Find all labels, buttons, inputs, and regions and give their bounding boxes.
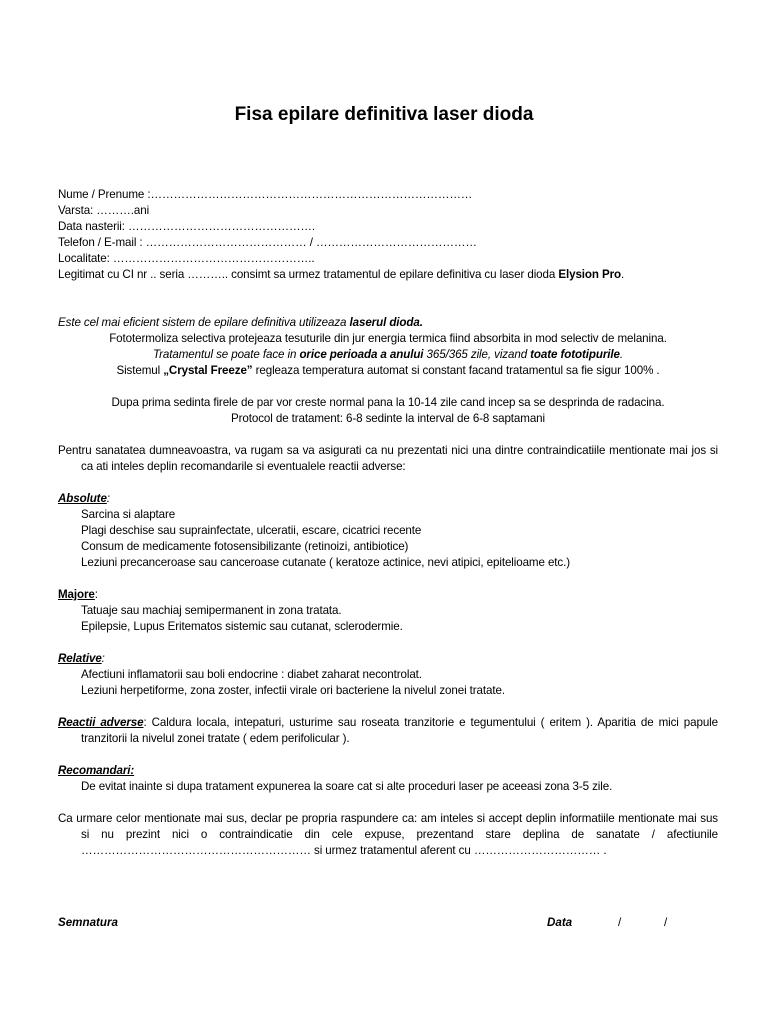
field-data-nasterii: Data nasterii: …………………………………………. <box>58 220 316 233</box>
intro-line-4-c: regleaza temperatura automat si constant facand tratamentul sa fie sigur 100% . <box>252 364 660 377</box>
date-label: Data <box>547 916 573 929</box>
document-title: Fisa epilare definitiva laser dioda <box>234 104 534 125</box>
intro-line-3-c: 365/365 zile, vizand <box>423 348 531 361</box>
intro-line-1-text: Este cel mai eficient sistem de epilare definitiva utilizeaza <box>58 316 350 329</box>
absolute-item: Leziuni precanceroase sau canceroase cutanate ( keratoze actinice, nevi atipici, epitelioame etc.) <box>81 556 571 569</box>
section-majore-heading <box>58 587 718 603</box>
intro-line-1 <box>58 315 718 331</box>
field-localitate: Localitate: …………………………………………….. <box>58 252 315 265</box>
intro-line-3 <box>58 347 718 363</box>
recomandari-heading-text: Recomandari: <box>58 764 135 777</box>
intro-line-3-b: orice perioada a anului <box>299 348 424 361</box>
intro-line-3-d: toate fototipurile <box>530 348 620 361</box>
section-relative-heading <box>58 651 718 667</box>
majore-heading-colon: : <box>94 588 98 601</box>
field-varsta-label: Varsta: ………. <box>58 204 134 217</box>
relative-item: Afectiuni inflamatorii sau boli endocrine : diabet zaharat necontrolat. <box>81 668 422 681</box>
field-telefon: Telefon / E-mail : …………………………………… / …………………………………… <box>58 236 477 249</box>
date-separator: / <box>618 916 622 929</box>
intro-line-4-a: Sistemul <box>116 364 164 377</box>
absolute-heading-colon: : <box>106 492 110 505</box>
intro-line-4 <box>58 363 718 379</box>
majore-heading-text: Majore <box>58 588 95 601</box>
absolute-item: Plagi deschise sau suprainfectate, ulceratii, escare, cicatrici recente <box>81 524 422 537</box>
reactii-heading-text: Reactii adverse <box>58 716 144 729</box>
intro-line-5: Dupa prima sedinta firele de par vor creste normal pana la 10-14 zile cand incep sa se desprinda de radacina. <box>111 396 665 409</box>
absolute-heading-text: Absolute <box>58 492 107 505</box>
declaration-text: Ca urmare celor mentionate mai sus, declar pe propria raspundere ca: am inteles si accept deplin informatiile mentionate mai sus si nu prezint nici o contraindicatie din cele expuse, prezentand stare deplina de sanatate / afectiunile …………………………………………………… si urmez tratamentul aferent cu …………………………… . <box>58 812 718 857</box>
field-varsta-unit: ani <box>133 204 150 217</box>
majore-item: Epilepsie, Lupus Eritematos sistemic sau cutanat, sclerodermie. <box>81 620 403 633</box>
absolute-item: Sarcina si alaptare <box>81 508 176 521</box>
intro-line-1-bold: laserul dioda. <box>349 316 423 329</box>
intro-line-3-e: . <box>619 348 623 361</box>
date-separator: / <box>664 916 668 929</box>
reactii-text: : Caldura locala, intepaturi, usturime sau roseata tranzitorie e tegumentului ( eritem ). Aparitia de mici papule tranzitorii la nivelul zonei tratate ( edem perifolicular ). <box>81 716 719 745</box>
relative-item: Leziuni herpetiforme, zona zoster, infectii virale ori bacteriene la nivelul zonei tratate. <box>81 684 505 697</box>
intro-line-4-b: „Crystal Freeze” <box>163 364 253 377</box>
brand-name: Elysion Pro <box>558 268 622 281</box>
section-absolute-heading <box>58 491 718 507</box>
majore-item: Tatuaje sau machiaj semipermanent in zona tratata. <box>81 604 342 617</box>
field-legitimat <box>58 267 718 283</box>
field-varsta <box>58 203 718 219</box>
field-nume: Nume / Prenume :………………………………………………………………………… <box>58 188 473 201</box>
document-body <box>58 187 718 859</box>
section-reactii <box>58 715 718 747</box>
health-notice: Pentru sanatatea dumneavoastra, va rugam sa va asigurati ca nu prezentati nici una dintre contraindicatiile mentionate mai jos si ca ati inteles deplin recomandarile si eventualele reactii adverse: <box>58 444 718 473</box>
relative-heading-text: Relative <box>58 652 102 665</box>
signature-label: Semnatura <box>58 916 118 929</box>
intro-line-6: Protocol de tratament: 6-8 sedinte la interval de 6-8 saptamani <box>231 412 545 425</box>
recomandari-item: De evitat inainte si dupa tratament expunerea la soare cat si alte proceduri laser pe aceeasi zona 3-5 zile. <box>81 780 613 793</box>
legitimat-text: Legitimat cu CI nr .. seria ……….. consimt sa urmez tratamentul de epilare definitiva cu laser dioda <box>58 268 559 281</box>
absolute-item: Consum de medicamente fotosensibilizante (retinoizi, antibiotice) <box>81 540 409 553</box>
section-recomandari-heading <box>58 763 718 779</box>
intro-line-3-a: Tratamentul se poate face in <box>153 348 300 361</box>
intro-line-2: Fototermoliza selectiva protejeaza tesuturile din jur energia termica fiind absorbita in mod selectiv de melanina. <box>109 332 667 345</box>
relative-heading-colon: : <box>101 652 105 665</box>
legitimat-end: . <box>621 268 625 281</box>
